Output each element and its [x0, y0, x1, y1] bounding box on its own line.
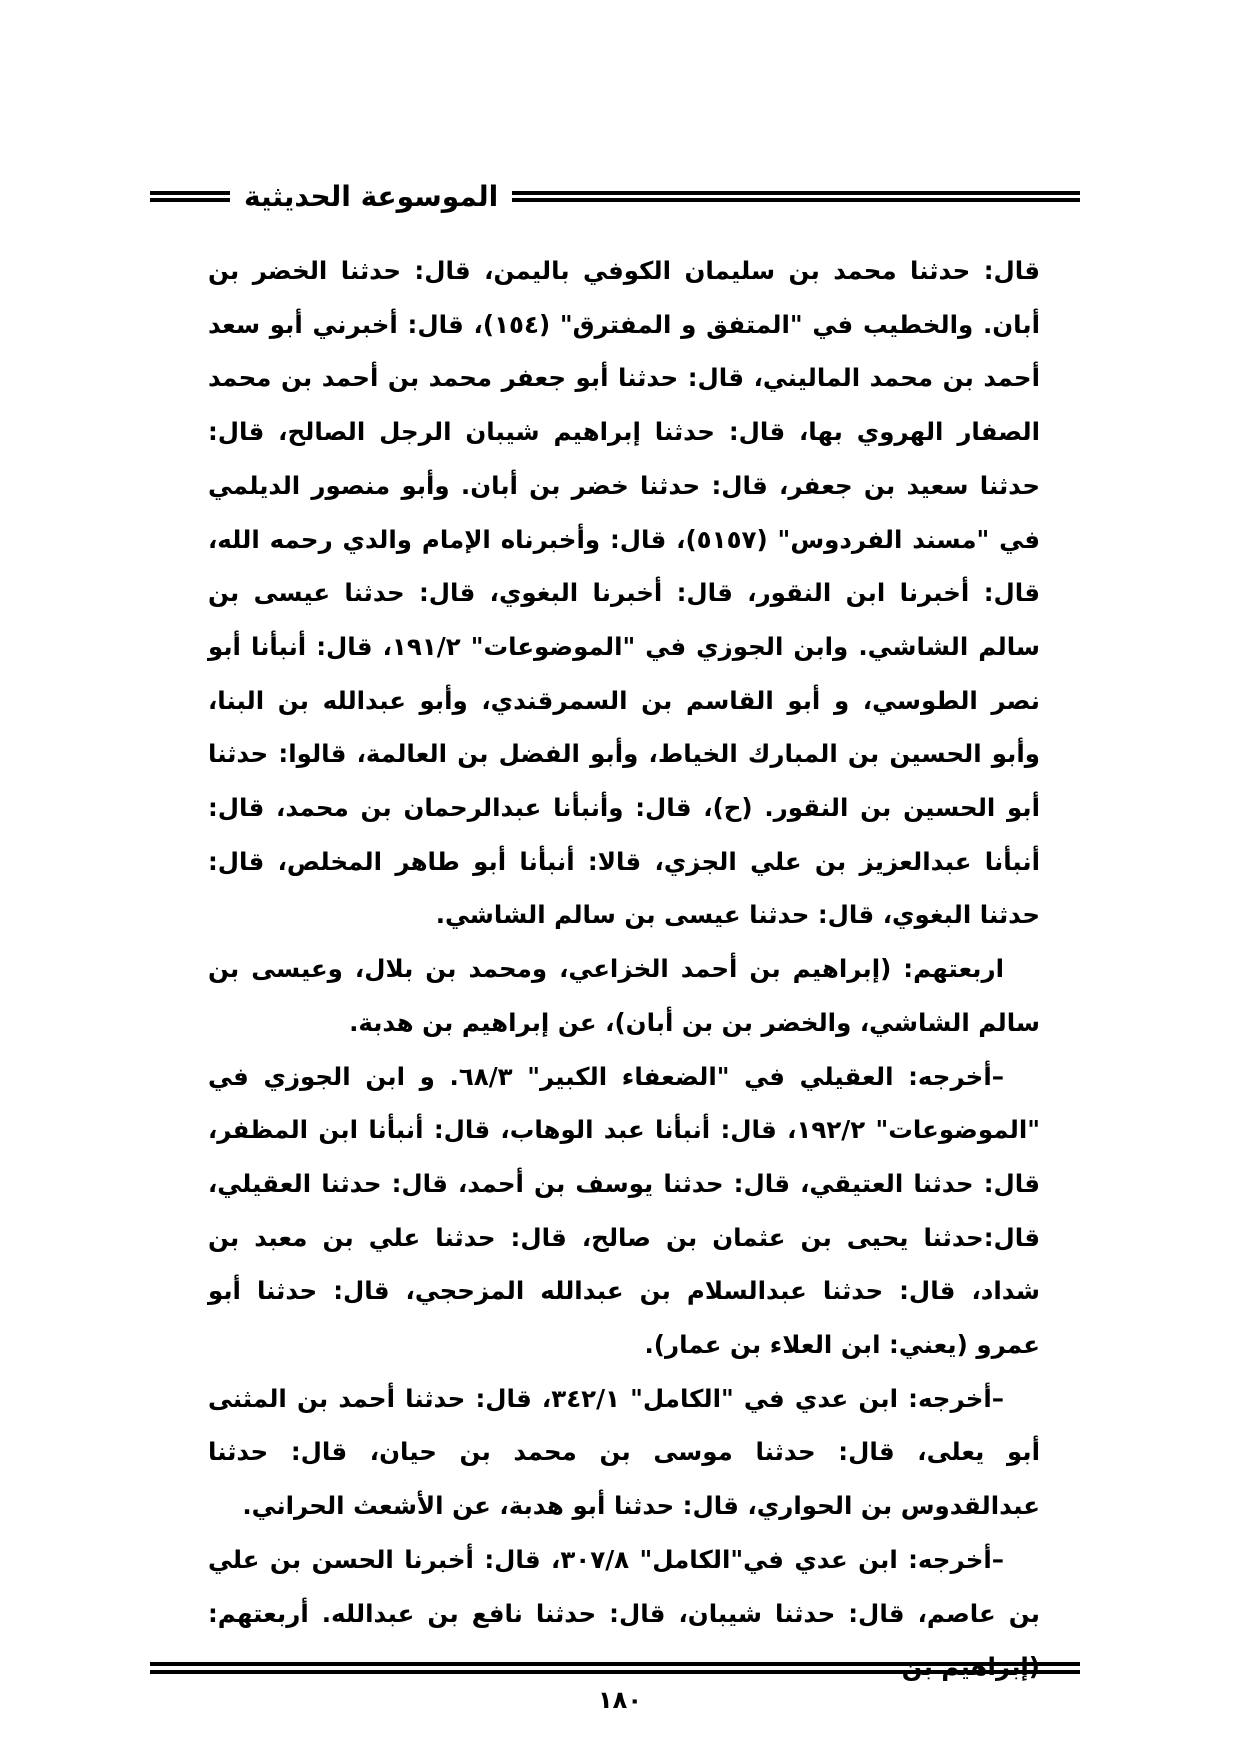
footer-rule — [150, 1662, 1080, 1674]
paragraph-2: اربعتهم: (إبراهيم بن أحمد الخزاعي، ومحمد بن بلال، وعيسى بن سالم الشاشي، والخضر بن بن أبان)، عن إبراهيم بن هدبة. — [208, 954, 1040, 1037]
paragraph-1: قال: حدثنا محمد بن سليمان الكوفي باليمن، قال: حدثنا الخضر بن أبان. والخطيب في "المتفق و المفترق" (١٥٤)، قال: أخبرني أبو سعد أحمد بن محمد الماليني، قال: حدثنا أبو جعفر محمد بن أحمد بن محمد الصفار الهروي بها، قال: حدثنا إبراهيم شيبان الرجل الصالح، قال: حدثنا سعيد بن جعفر، قال: حدثنا خضر بن أبان. وأبو منصور الديلمي في "مسند الفردوس" (٥١٥٧)، قال: وأخبرناه الإمام والدي رحمه الله، قال: أخبرنا ابن النقور، قال: أخبرنا البغوي، قال: حدثنا عيسى بن سالم الشاشي. وابن الجوزي في "الموضوعات" ١٩١/٢، قال: أنبأنا أبو نصر الطوسي، و أبو القاسم بن السمرقندي، وأبو عبدالله بن البنا، وأبو الحسين بن المبارك الخياط، وأبو الفضل بن العالمة، قالوا: حدثنا أبو الحسين بن النقور. (ح)، قال: وأنبأنا عبدالرحمان بن محمد، قال: أنبأنا عبدالعزيز بن علي الجزي، قالا: أنبأنا أبو طاهر المخلص، قال: حدثنا البغوي، قال: حدثنا عيسى بن سالم الشاشي. — [208, 256, 1040, 930]
header-rule-right — [512, 191, 1080, 202]
body-text — [208, 244, 1040, 1694]
header-rule-left — [150, 191, 230, 202]
page-header — [150, 168, 1080, 224]
paragraph-4: –أخرجه: ابن عدي في "الكامل" ٣٤٢/١، قال: حدثنا أحمد بن المثنى أبو يعلى، قال: حدثنا موسى بن محمد بن حيان، قال: حدثنا عبدالقدوس بن الحواري، قال: حدثنا أبو هدبة، عن الأشعث الحراني. — [208, 1383, 1040, 1521]
running-title: الموسوعة الحديثية — [244, 179, 499, 213]
page-number: ١٨٠ — [598, 1686, 642, 1714]
paragraph-3: –أخرجه: العقيلي في "الضعفاء الكبير" ٦٨/٣. و ابن الجوزي في "الموضوعات" ١٩٢/٢، قال: أنبأنا عبد الوهاب، قال: أنبأنا ابن المظفر، قال: حدثنا العتيقي، قال: حدثنا يوسف بن أحمد، قال: حدثنا العقيلي، قال:حدثنا يحيى بن عثمان بن صالح، قال: حدثنا علي بن معبد بن شداد، قال: حدثنا عبدالسلام بن عبدالله المزحجي، قال: حدثنا أبو عمرو (يعني: ابن العلاء بن عمار). — [208, 1061, 1040, 1360]
paragraph-5: –أخرجه: ابن عدي في"الكامل" ٣٠٧/٨، قال: أخبرنا الحسن بن علي بن عاصم، قال: حدثنا شيبان، قال: حدثنا نافع بن عبدالله. أربعتهم: (إبراهيم بن — [208, 1544, 1040, 1682]
